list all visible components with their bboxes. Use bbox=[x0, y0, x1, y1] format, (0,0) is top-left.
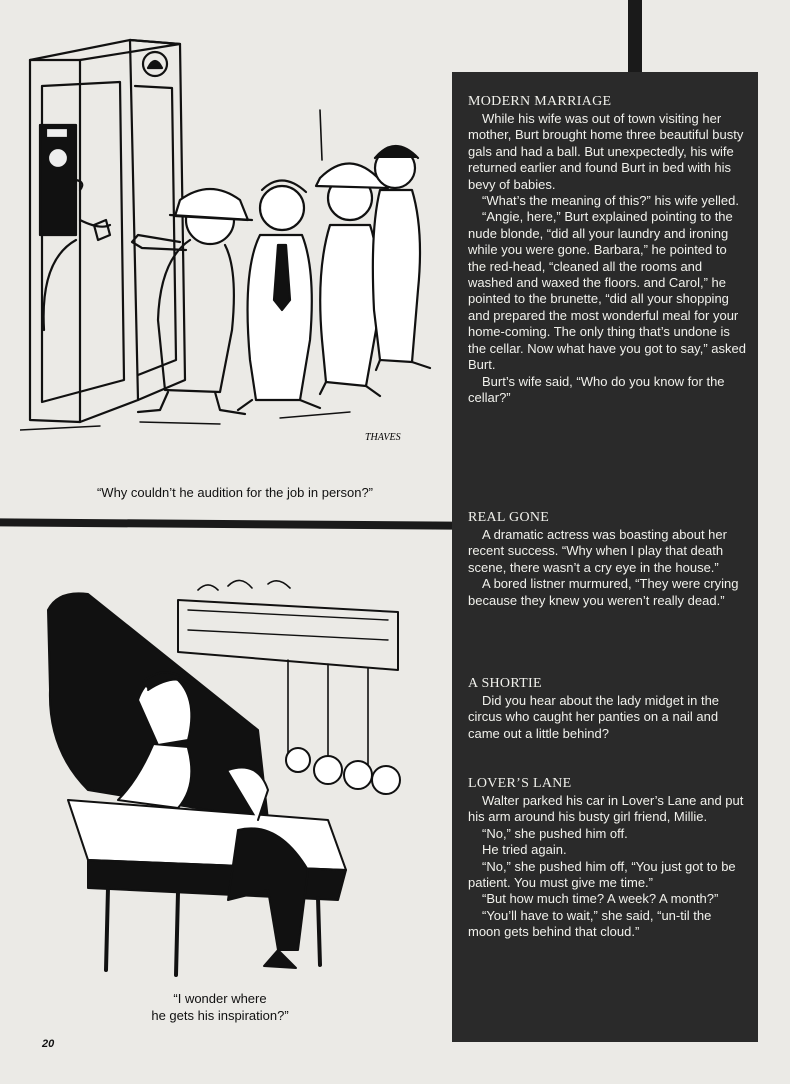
cartoonist-signature: THAVES bbox=[365, 432, 401, 443]
story-lovers-lane bbox=[468, 776, 746, 941]
story-real-gone bbox=[468, 510, 746, 609]
story-paragraph: “But how much time? A week? A month?” bbox=[482, 891, 719, 907]
story-paragraph: Did you hear about the lady midget in the circus who caught her panties on a nail and came out a little behind? bbox=[468, 693, 720, 741]
story-title: LOVER’S LANE bbox=[468, 776, 572, 791]
section-divider bbox=[0, 518, 452, 529]
story-paragraph: “You’ll have to wait,” she said, “un-til the moon gets behind that cloud.” bbox=[468, 907, 712, 940]
story-paragraph: “Angie, here,” Burt explained pointing to the nude blonde, “did all your laundry and ironing while you were gone. Barbara,” he pointed to the red-head, “cleaned all the rooms and washed and waxed the floors. and Carol,” he pointed to the brunette, “did all your shopping and prepared the most wonderful meal for your home-coming. The only thing that’s undone is the cellar. Now what have you got to say,” asked Burt. bbox=[468, 209, 746, 373]
top-cartoon-caption: “Why couldn’t he audition for the job in person?” bbox=[96, 485, 374, 500]
story-paragraph: “No,” she pushed him off. bbox=[482, 825, 628, 841]
story-title: REAL GONE bbox=[468, 510, 550, 525]
story-paragraph: A bored listner murmured, “They were crying because they knew you weren’t really dead.” bbox=[468, 576, 739, 608]
page-number: 20 bbox=[42, 1038, 55, 1050]
story-modern-marriage bbox=[468, 94, 746, 406]
story-paragraph: “No,” she pushed him off, “You just got to be patient. You must give me time.” bbox=[468, 858, 736, 891]
story-title: A SHORTIE bbox=[468, 676, 542, 691]
piano-cartoon bbox=[28, 570, 428, 990]
caption-line-1: “I wonder where bbox=[173, 991, 267, 1006]
phone-booth-cartoon bbox=[20, 30, 440, 470]
story-paragraph: Burt’s wife said, “Who do you know for the cellar?” bbox=[468, 373, 725, 405]
jokes-column bbox=[452, 72, 758, 1042]
story-paragraph: “What’s the meaning of this?” his wife yelled. bbox=[482, 193, 739, 209]
caption-line-2: he gets his inspiration?” bbox=[151, 1008, 289, 1023]
story-paragraph: A dramatic actress was boasting about her recent success. “Why when I play that death scene, there wasn’t a cry eye in the house.” bbox=[468, 527, 727, 575]
story-paragraph: He tried again. bbox=[482, 842, 567, 858]
top-black-bar bbox=[628, 0, 642, 80]
story-paragraph: Walter parked his car in Lover’s Lane and put his arm around his busty girl friend, Millie. bbox=[468, 793, 744, 825]
story-title: MODERN MARRIAGE bbox=[468, 94, 612, 109]
story-a-shortie bbox=[468, 676, 746, 742]
bottom-cartoon-caption bbox=[130, 990, 310, 1024]
story-paragraph: While his wife was out of town visiting her mother, Burt brought home three beautiful busty gals and had a ball. But unexpectedly, his wife returned earlier and found Burt in bed with his bevy of babies. bbox=[468, 111, 744, 192]
